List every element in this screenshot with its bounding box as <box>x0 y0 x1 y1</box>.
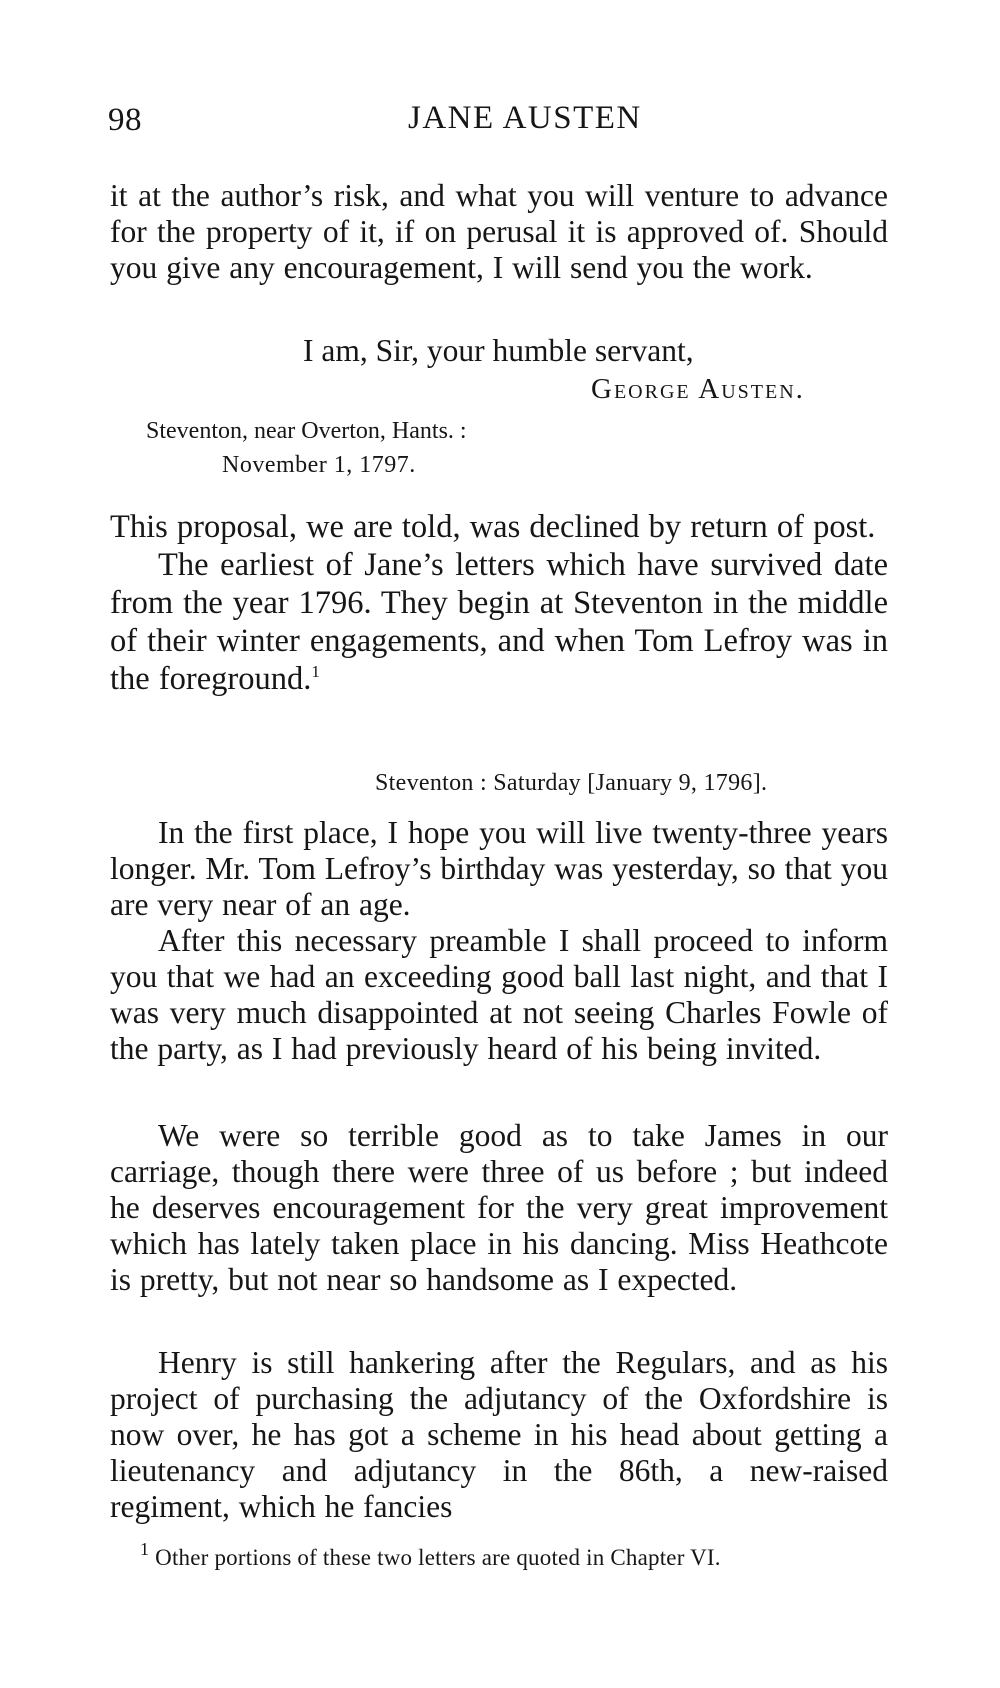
letter-address: Steventon, near Overton, Hants. : <box>146 418 467 444</box>
narrative-paragraph-2-text: The earliest of Jane’s letters which have survived date from the year 1796. They begin at Steventon in the middle of their winter engagements, and when Tom Lefroy was in the foreground. <box>110 547 888 697</box>
letter-paragraph-4: Henry is still hankering after the Regulars, and as his project of purchasing the adjutancy of the Oxfordshire is now over, he has got a scheme in his head about getting a lieutenancy and adjutancy in the 86th, a new-raised regiment, which he fancies <box>110 1345 888 1524</box>
narrative-block <box>110 508 888 698</box>
letter-signature: George Austen. <box>591 373 805 405</box>
letter-paragraph-1: In the first place, I hope you will live twenty-three years longer. Mr. Tom Lefroy’s birthday was yesterday, so that you are very near of an age. <box>110 815 888 922</box>
letter-closing-line: I am, Sir, your humble servant, <box>303 333 694 368</box>
footnote-reference: 1 <box>311 662 320 682</box>
footnote-text: Other portions of these two letters are quoted in Chapter VI. <box>155 1545 721 1570</box>
page-header <box>108 96 888 146</box>
letter-body-block-1 <box>110 815 888 1067</box>
running-head: JANE AUSTEN <box>408 100 642 136</box>
page-number: 98 <box>108 102 142 138</box>
footnote <box>140 1539 721 1571</box>
letter-paragraph-2: After this necessary preamble I shall proceed to inform you that we had an exceeding good ball last night, and that I was very much disappointed at not seeing Charles Fowle of the party, as I had previously heard of his being invited. <box>110 923 888 1066</box>
narrative-paragraph-2 <box>110 546 888 698</box>
letter-paragraph-3: We were so terrible good as to take James in our carriage, though there were three of us before ; but indeed he deserves encouragement for the very great improvement which has lately taken place in his dancing. Miss Heathcote is pretty, but not near so handsome as I expected. <box>110 1118 888 1297</box>
letter-closing-paragraph: it at the author’s risk, and what you will venture to advance for the property of it, if on perusal it is approved of. Should you give any encouragement, I will send you the work. <box>110 178 888 285</box>
footnote-marker: 1 <box>140 1539 150 1559</box>
letter-date: November 1, 1797. <box>222 452 416 478</box>
letter-dateline: Steventon : Saturday [January 9, 1796]. <box>375 770 768 796</box>
narrative-paragraph-1: This proposal, we are told, was declined by return of post. <box>110 509 876 545</box>
